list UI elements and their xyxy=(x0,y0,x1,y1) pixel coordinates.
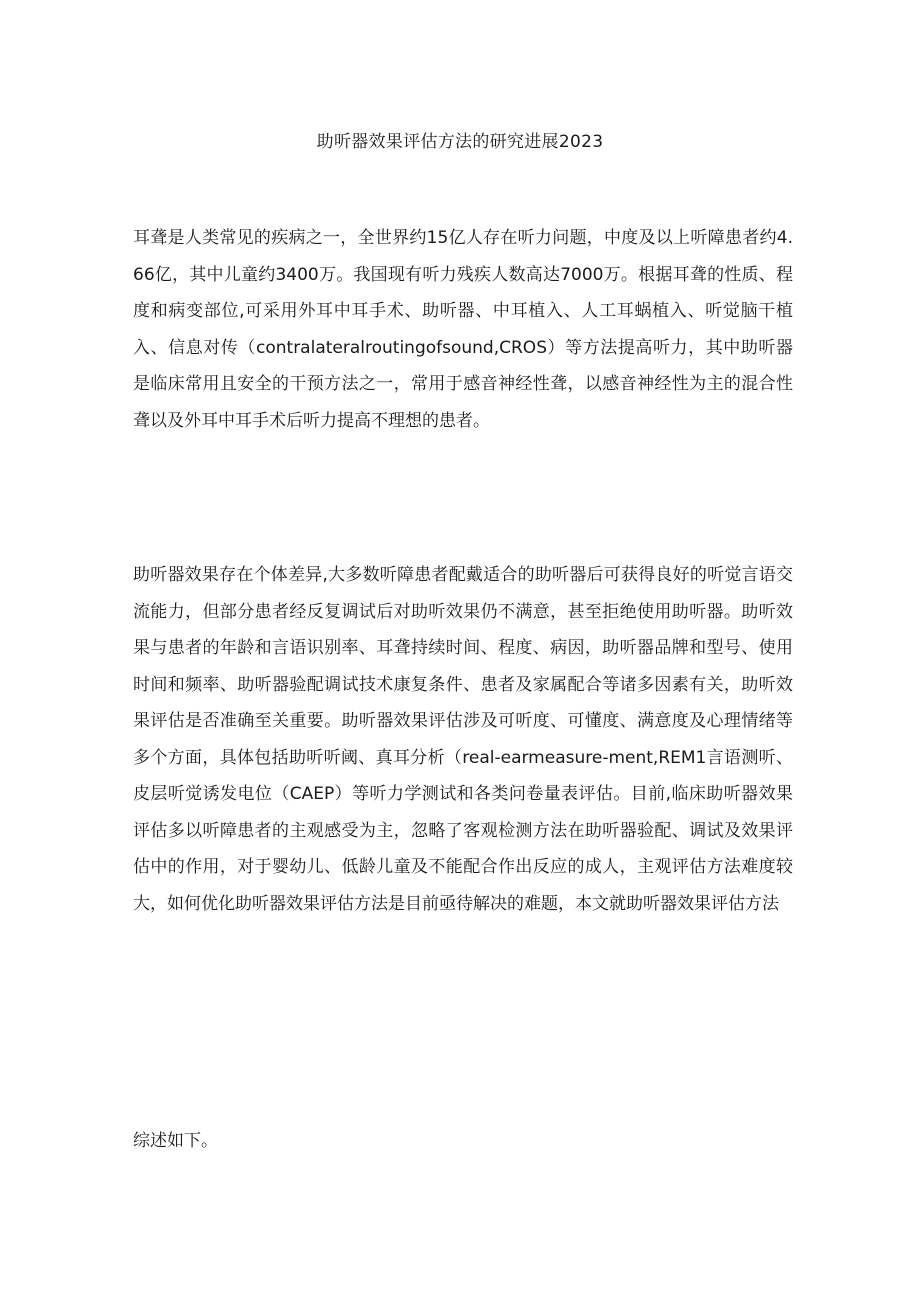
paragraph-intro: 耳聋是人类常见的疾病之一，全世界约15亿人存在听力问题，中度及以上听障患者约4.66亿，其中儿童约3400万。我国现有听力残疾人数高达7000万。根据耳聋的性质、程度和病变部位,可采用外耳中耳手术、助听器、中耳植入、人工耳蜗植入、听觉脑干植入、信息对传（contralateralroutingofsound,CROS）等方法提高听力，其中助听器是临床常用且安全的干预方法之一，常用于感音神经性聋，以感音神经性为主的混合性聋以及外耳中耳手术后听力提高不理想的患者。 xyxy=(133,228,793,431)
paragraph-evaluation: 助听器效果存在个体差异,大多数听障患者配戴适合的助听器后可获得良好的听觉言语交流能力，但部分患者经反复调试后对助听效果仍不满意，甚至拒绝使用助听器。助听效果与患者的年龄和言语识别率、耳聋持续时间、程度、病因，助听器品牌和型号、使用时间和频率、助听器验配调试技术康复条件、患者及家属配合等诸多因素有关，助听效果评估是否准确至关重要。助听器效果评估涉及可听度、可懂度、满意度及心理情绪等多个方面，具体包括助听听阈、真耳分析（real-earmeasure-ment,REM1言语测听、皮层听觉诱发电位（CAEP）等听力学测试和各类问卷量表评估。目前,临床助听器效果评估多以听障患者的主观感受为主，忽略了客观检测方法在助听器验配、调试及效果评估中的作用，对于婴幼儿、低龄儿童及不能配合作出反应的成人，主观评估方法难度较大，如何优化助听器效果评估方法是目前亟待解决的难题，本文就助听器效果评估方法 xyxy=(133,565,793,914)
paragraph-summary: 综述如下。 xyxy=(133,1131,218,1151)
document-title: 助听器效果评估方法的研究进展2023 xyxy=(316,132,604,152)
